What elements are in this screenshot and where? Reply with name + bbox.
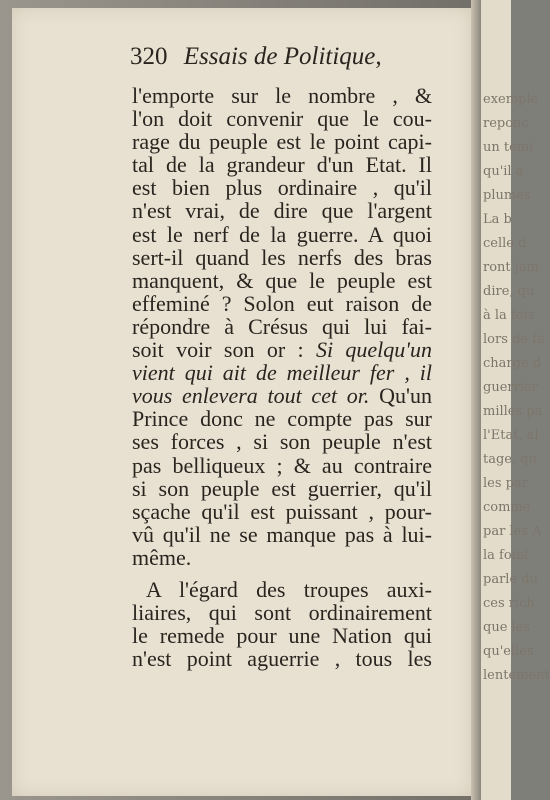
text-line xyxy=(132,601,432,624)
text-line xyxy=(132,130,432,153)
text-line xyxy=(132,176,432,199)
text-fragment: Qu'un xyxy=(369,383,432,409)
text-line-content: vû qu'il ne se manque pas à lui- xyxy=(132,521,432,547)
facing-page-line: à la fois xyxy=(483,308,535,323)
text-line xyxy=(132,246,432,269)
text-line xyxy=(132,338,432,361)
facing-page-edge xyxy=(481,0,550,800)
text-line-content: tal de la grandeur d'un Etat. Il xyxy=(132,152,432,178)
text-line-content: l'on doit convenir que le cou- xyxy=(132,106,432,132)
text-line xyxy=(132,578,432,601)
text-line xyxy=(132,361,432,384)
facing-page-line: les par xyxy=(483,476,528,491)
text-line xyxy=(132,430,432,453)
text-line-content: effeminé ? Solon eut raison de xyxy=(132,290,432,316)
facing-page-line: guerrier xyxy=(483,380,538,395)
body-text xyxy=(132,84,432,670)
facing-page-line: lentement xyxy=(483,668,550,683)
text-line-content: liaires, qui sont ordinairement xyxy=(132,600,432,626)
facing-page-line: qu'elles xyxy=(483,644,534,659)
text-line xyxy=(132,523,432,546)
text-line-content: ses forces , si son peuple n'est xyxy=(132,429,432,455)
text-line-content: vient qui ait de meilleur fer , il xyxy=(132,360,432,386)
text-line-content: A l'égard des troupes auxi- xyxy=(146,576,432,602)
text-line xyxy=(132,153,432,176)
text-line xyxy=(132,107,432,130)
book-gutter xyxy=(471,0,481,800)
text-line xyxy=(132,292,432,315)
facing-page-line: comme xyxy=(483,500,531,515)
facing-page-line: reponc xyxy=(483,116,529,131)
text-line xyxy=(132,624,432,647)
running-title: Essais de Politique, xyxy=(183,43,382,70)
text-line-content: n'est point aguerrie , tous les xyxy=(132,646,432,672)
facing-page-line: La b xyxy=(483,212,512,227)
text-line xyxy=(132,199,432,222)
facing-page-line: l'Etat, al xyxy=(483,428,539,443)
text-line-content: si son peuple est guerrier, qu'il xyxy=(132,475,432,501)
text-line xyxy=(132,477,432,500)
facing-page-line: que les xyxy=(483,620,531,635)
facing-page-line: plumes xyxy=(483,188,531,203)
text-line xyxy=(132,546,432,569)
facing-page-line: dire, qu xyxy=(483,284,535,299)
text-line xyxy=(132,500,432,523)
text-line xyxy=(132,384,432,407)
text-line-content: même. xyxy=(132,544,192,570)
text-line-content: rage du peuple est le point capi- xyxy=(132,129,432,155)
page-number: 320 xyxy=(130,43,168,70)
text-line-content: répondre à Crésus qui lui fai- xyxy=(132,313,432,339)
facing-page-line: exemple xyxy=(483,92,539,107)
text-line xyxy=(132,647,432,670)
text-line-content: manquent, & que le peuple est xyxy=(132,267,432,293)
facing-page-line: charge d xyxy=(483,356,542,371)
text-line-content: sçache qu'il est puissant , pour- xyxy=(132,498,432,524)
text-line xyxy=(132,454,432,477)
text-line-content: l'emporte sur le nombre , & xyxy=(132,83,432,108)
text-line xyxy=(132,223,432,246)
facing-page-line: celle d xyxy=(483,236,527,251)
facing-page-line: qu'il a xyxy=(483,164,524,179)
text-line-content: soit voir son or : xyxy=(132,337,304,363)
text-line xyxy=(132,269,432,292)
text-line-content: Prince donc ne compte pas sur xyxy=(132,406,432,432)
facing-page-line: un temi xyxy=(483,140,534,155)
text-line xyxy=(132,84,432,107)
facing-page-line: par les A xyxy=(483,524,542,539)
text-line-content: est bien plus ordinaire , qu'il xyxy=(132,175,432,201)
text-line-content: pas belliqueux ; & au contraire xyxy=(132,452,432,478)
facing-page-line: parle du xyxy=(483,572,538,587)
text-line-content: sert-il quand les nerfs des bras xyxy=(132,244,432,270)
text-line xyxy=(132,407,432,430)
quote-fragment: Si quelqu'un xyxy=(303,337,432,363)
text-line-content: est le nerf de la guerre. A quoi xyxy=(132,221,432,247)
text-line-content: vous enlevera tout cet or. xyxy=(132,383,370,409)
facing-page-line: milles pa xyxy=(483,404,543,419)
facing-page-line: la foibl xyxy=(483,548,529,563)
facing-page-line: ront jam xyxy=(483,260,539,275)
facing-page-line: tage, qu xyxy=(483,452,537,467)
text-line-content: le remede pour une Nation qui xyxy=(132,623,432,649)
facing-page-line: ces rich xyxy=(483,596,535,611)
facing-page-line: lors de fa xyxy=(483,332,545,347)
page-header xyxy=(130,42,450,72)
text-line-content: n'est vrai, de dire que l'argent xyxy=(132,198,432,224)
text-line xyxy=(132,315,432,338)
